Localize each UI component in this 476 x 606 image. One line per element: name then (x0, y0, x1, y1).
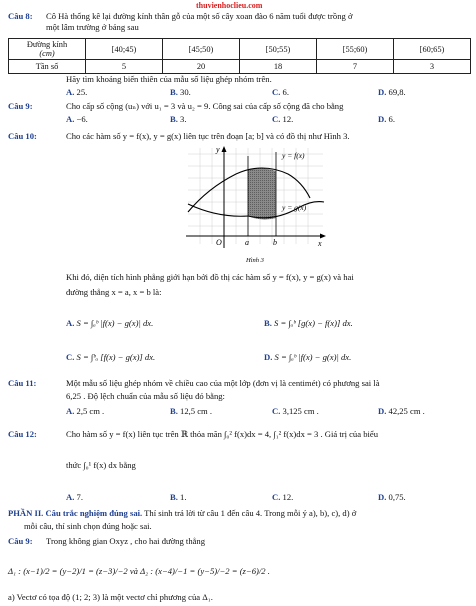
option-c[interactable] (272, 492, 293, 502)
table-cell: 5 (86, 60, 163, 74)
option-text: 12. (282, 114, 294, 124)
option-text: S = ∫ₐᵇ [g(x) − f(x)] dx. (274, 318, 353, 328)
question-10-text: Cho các hàm số y = f(x), y = g(x) liên tục trên đoạn [a; b] và có đồ thị như Hình 3. (66, 131, 350, 141)
option-text: 69,8. (388, 87, 406, 97)
option-key: C. (272, 87, 281, 97)
x-axis-arrow (320, 234, 326, 239)
option-text: S = ∫ₐᵇ |f(x) − g(x)| dx. (274, 352, 352, 362)
option-text: 6. (388, 114, 395, 124)
option-key: A. (66, 406, 75, 416)
question-8 (8, 11, 33, 21)
table-header-cell: Tần số (9, 60, 86, 74)
table-cell: 3 (394, 60, 471, 74)
option-a[interactable] (66, 114, 88, 124)
question-label: Câu 10: (8, 131, 37, 141)
table-cell: 7 (317, 60, 394, 74)
option-text: 1. (180, 492, 187, 502)
option-text: 42,25 cm . (388, 406, 425, 416)
origin-label: O (216, 238, 222, 247)
table-row (9, 39, 471, 60)
f-label: y = f(x) (282, 151, 305, 160)
watermark: thuvienhoclieu.com (196, 1, 263, 10)
option-c[interactable] (66, 352, 155, 362)
option-text: 12. (282, 492, 294, 502)
question-label: Câu 12: (8, 429, 37, 439)
question-9b (8, 536, 33, 546)
option-key: D. (378, 492, 387, 502)
part-2-heading (8, 508, 356, 518)
question-8-prompt: Hãy tìm khoảng biến thiên của mẫu số liệu ghép nhóm trên. (66, 74, 272, 84)
option-key: D. (378, 406, 387, 416)
table-cell: 18 (240, 60, 317, 74)
y-axis-label: y (216, 145, 220, 154)
y-axis-arrow (222, 146, 227, 152)
option-key: C. (272, 114, 281, 124)
option-text: 30. (180, 87, 191, 97)
table-header-cell (9, 39, 86, 60)
function-graph (178, 144, 328, 270)
option-a[interactable] (66, 318, 153, 328)
option-a[interactable] (66, 492, 83, 502)
option-text: 7. (76, 492, 83, 502)
part-2-text-2: mỗi câu, thí sinh chọn đúng hoặc sai. (24, 521, 152, 531)
question-label: Câu 9: (8, 101, 33, 111)
figure-caption: Hình 3 (246, 257, 264, 264)
table-cell: [50;55) (240, 39, 317, 60)
option-key: C. (272, 492, 281, 502)
question-12-text-2: thức ∫₀¹ f(x) dx bằng (66, 460, 136, 470)
option-key: C. (66, 352, 75, 362)
table-row (9, 60, 471, 74)
table-cell: [60;65) (394, 39, 471, 60)
option-d[interactable] (378, 114, 395, 124)
option-d[interactable] (264, 352, 351, 362)
b-label: b (273, 238, 277, 247)
question-9a (8, 101, 33, 111)
question-9a-text: Cho cấp số cộng (uₙ) với u₁ = 3 và u₂ = 9. Công sai của cấp số cộng đã cho bằng (66, 101, 344, 111)
table-cell: 20 (163, 60, 240, 74)
shaded-region (248, 168, 276, 219)
option-c[interactable] (272, 114, 293, 124)
option-b[interactable] (170, 492, 187, 502)
option-text: 3. (180, 114, 187, 124)
x-axis-label: x (318, 239, 322, 248)
option-key: B. (170, 87, 178, 97)
part-2-text-1: Thí sinh trả lời từ câu 1 đến câu 4. Trong mỗi ý a), b), c), d) ở (142, 508, 357, 518)
a-label: a (245, 238, 249, 247)
question-label: Câu 9: (8, 536, 33, 546)
option-key: C. (272, 406, 281, 416)
option-key: A. (66, 492, 75, 502)
option-text: 2,5 cm . (76, 406, 105, 416)
option-a[interactable] (66, 406, 104, 416)
question-10-text-2a: Khi đó, diện tích hình phẳng giới hạn bởi đồ thị các hàm số y = f(x), y = g(x) và hai (66, 272, 354, 282)
option-d[interactable] (378, 406, 425, 416)
question-10-text-2b: đường thẳng x = a, x = b là: (66, 287, 162, 297)
option-text: S = ∫ₐᵇ |f(x) − g(x)| dx. (76, 318, 154, 328)
option-c[interactable] (272, 87, 289, 97)
part-2-title: PHẦN II. Câu trắc nghiệm đúng sai. (8, 508, 143, 518)
option-key: B. (170, 406, 178, 416)
option-key: A. (66, 318, 75, 328)
question-11 (8, 378, 36, 388)
statement-a[interactable]: a) Vectơ có tọa độ (1; 2; 3) là một vectơ chỉ phương của Δ₁. (8, 592, 213, 602)
question-11-text-2: 6,25 . Độ lệch chuẩn của mẫu số liệu đó bằng: (66, 391, 225, 401)
option-a[interactable] (66, 87, 87, 97)
header-label: Đường kính (26, 40, 68, 49)
option-text: 0,75. (388, 492, 406, 502)
option-key: A. (66, 114, 75, 124)
option-b[interactable] (170, 114, 187, 124)
option-key: D. (378, 87, 387, 97)
table-cell: [40;45) (86, 39, 163, 60)
question-12 (8, 429, 37, 439)
option-b[interactable] (170, 87, 191, 97)
question-9b-text: Trong không gian Oxyz , cho hai đường thẳng (46, 536, 206, 546)
option-key: D. (264, 352, 273, 362)
question-11-text-1: Một mẫu số liệu ghép nhóm về chiều cao của một lớp (đơn vị là centimét) có phương sai là (66, 378, 380, 388)
option-key: B. (264, 318, 272, 328)
option-key: B. (170, 492, 178, 502)
option-b[interactable] (170, 406, 212, 416)
option-c[interactable] (272, 406, 319, 416)
question-8-text-line1: Cô Hà thống kê lại đường kính thân gỗ của một số cây xoan đào 6 năm tuổi được trồng ở (46, 11, 353, 21)
option-d[interactable] (378, 492, 406, 502)
table-cell: [45;50) (163, 39, 240, 60)
option-text: −6. (76, 114, 88, 124)
question-label: Câu 11: (8, 378, 37, 388)
option-text: S = ∫ᵇₐ [f(x) − g(x)] dx. (76, 352, 156, 362)
option-key: B. (170, 114, 178, 124)
option-d[interactable] (378, 87, 406, 97)
question-10 (8, 131, 37, 141)
option-text: 6. (282, 87, 289, 97)
option-text: 25. (76, 87, 88, 97)
option-b[interactable] (264, 318, 353, 328)
table-cell: [55;60) (317, 39, 394, 60)
g-label: y = g(x) (282, 203, 307, 212)
option-key: A. (66, 87, 75, 97)
question-label: Câu 8: (8, 11, 33, 21)
option-text: 3,125 cm . (282, 406, 319, 416)
header-unit: (cm) (39, 49, 55, 58)
frequency-table (8, 38, 471, 74)
question-8-text-line2: một lâm trường ở bảng sau (46, 22, 139, 32)
lines-equations: Δ₁ : (x−1)/2 = (y−2)/1 = (z−3)/−2 và Δ₂ : (x−4)/−1 = (y−5)/−2 = (z−6)/2 . (8, 566, 270, 576)
question-12-text-1: Cho hàm số y = f(x) liên tục trên ℝ thỏa mãn ∫₀² f(x)dx = 4, ∫₁² f(x)dx = 3 . Giá trị của biểu (66, 429, 378, 439)
option-key: D. (378, 114, 387, 124)
option-text: 12,5 cm . (180, 406, 213, 416)
